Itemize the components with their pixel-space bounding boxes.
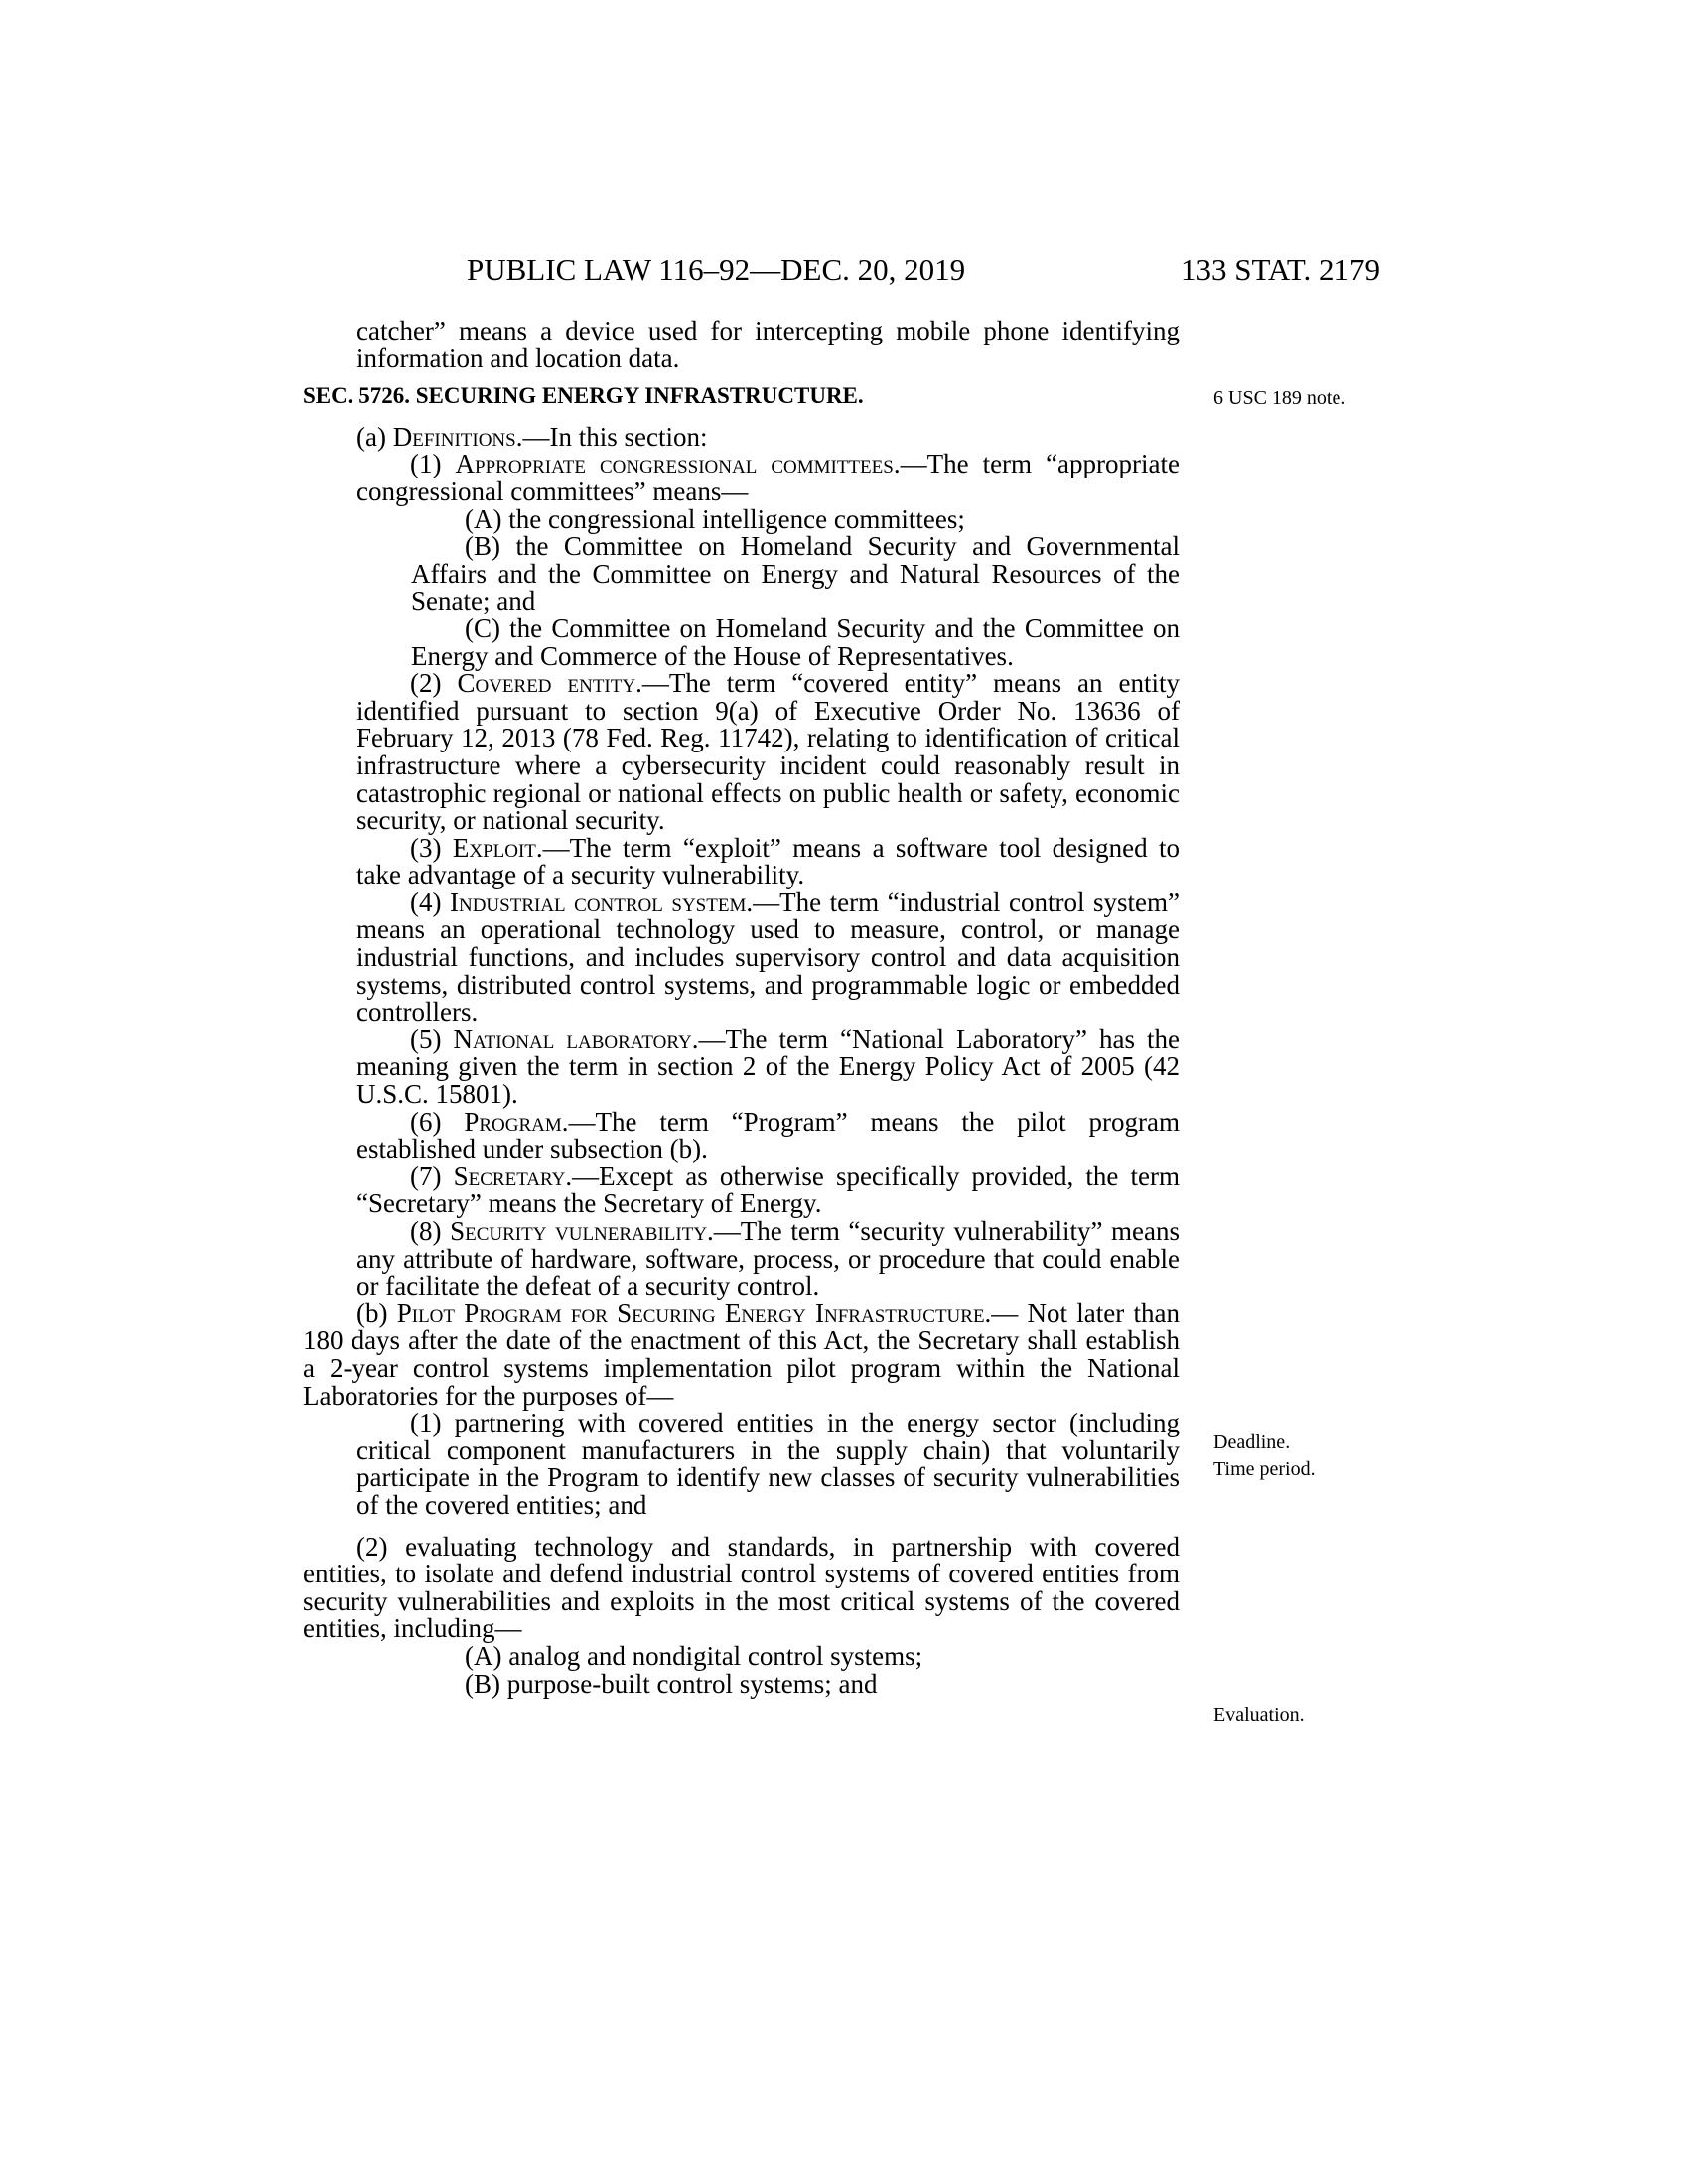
definition-8: (8) Security vulnerability.—The term “security vulnerability” means any attribute of hardware, software, process, or procedure that could enable or facilitate the defeat of a security control. <box>356 1216 1180 1301</box>
definition-4: (4) Industrial control system.—The term “industrial control system” means an operational technology used to measure, control, or manage industrial functions, and includes supervisory control and data acquisition systems, distributed control systems, and programmable logic or embedded controllers. <box>356 887 1181 1027</box>
margin-note-evaluation: Evaluation. <box>1213 1705 1305 1726</box>
definition-2: (2) Covered entity.—The term “covered entity” means an entity identified pursuant to section 9(a) of Executive Order No. 13636 of February 12, 2013 (78 Fed. Reg. 11742), relating to identification of critical infrastructure where a cybersecurity incident could reasonably result in catastrophic regional or national effects on public health or safety, economic security, or national security. <box>356 668 1180 836</box>
definition-7: (7) Secretary.—Except as otherwise specifically provided, the term “Secretary” means the Secretary of Energy. <box>356 1160 1180 1219</box>
section-heading: SEC. 5726. SECURING ENERGY INFRASTRUCTURE. <box>303 383 864 409</box>
subsection-b-2-a: (A) analog and nondigital control systems; <box>465 1640 923 1671</box>
continuation-paragraph: catcher” means a device used for intercepting mobile phone identifying information and location data. <box>356 316 1180 373</box>
definition-1: (1) Appropriate congressional committees.—The term “appropriate congressional committees” means— <box>356 449 1180 506</box>
margin-note-time-period: Time period. <box>1213 1458 1316 1480</box>
definition-5: (5) National laboratory.—The term “National Laboratory” has the meaning given the term in section 2 of the Energy Policy Act of 2005 (42 U.S.C. 15801). <box>356 1024 1180 1110</box>
statute-page-number: 133 STAT. 2179 <box>1180 252 1380 287</box>
subsection-b: (b) Pilot Program for Securing Energy Infrastructure.— Not later than 180 days after the date of the enactment of this Act, the Secretary shall establish a 2-year control systems implementation pilot program within the National Laboratories for the purposes of— <box>303 1297 1180 1411</box>
definition-6: (6) Program.—The term “Program” means the pilot program established under subsection (b). <box>356 1106 1180 1164</box>
margin-note-deadline: Deadline. <box>1213 1432 1291 1453</box>
subsection-b-1: (1) partnering with covered entities in the energy sector (including critical component manufacturers in the supply chain) that voluntarily participate in the Program to identify new classes of security vulnerabilities of the covered entities; and <box>356 1408 1180 1520</box>
document-body <box>303 318 1180 1698</box>
subsection-b-2-b: (B) purpose-built control systems; and <box>465 1668 878 1699</box>
definition-1-c: (C) the Committee on Homeland Security and the Committee on Energy and Commerce of the House of Representatives. <box>411 613 1180 671</box>
running-head: PUBLIC LAW 116–92—DEC. 20, 2019 <box>467 252 966 287</box>
definition-3: (3) Exploit.—The term “exploit” means a software tool designed to take advantage of a security vulnerability. <box>356 832 1181 890</box>
definition-1-a: (A) the congressional intelligence committees; <box>465 503 965 534</box>
page-header <box>467 250 1380 290</box>
subsection-b-2: (2) evaluating technology and standards, in partnership with covered entities, to isolate and defend industrial control systems of covered entities from security vulnerabilities and exploits in the most critical systems of the covered entities, including— <box>303 1531 1180 1644</box>
definition-1-b: (B) the Committee on Homeland Security and Governmental Affairs and the Committee on Energy and Natural Resources of the Senate; and <box>411 531 1180 616</box>
margin-note-usc: 6 USC 189 note. <box>1213 387 1346 409</box>
subsection-a: (a) Definitions.—In this section: <box>356 421 708 452</box>
